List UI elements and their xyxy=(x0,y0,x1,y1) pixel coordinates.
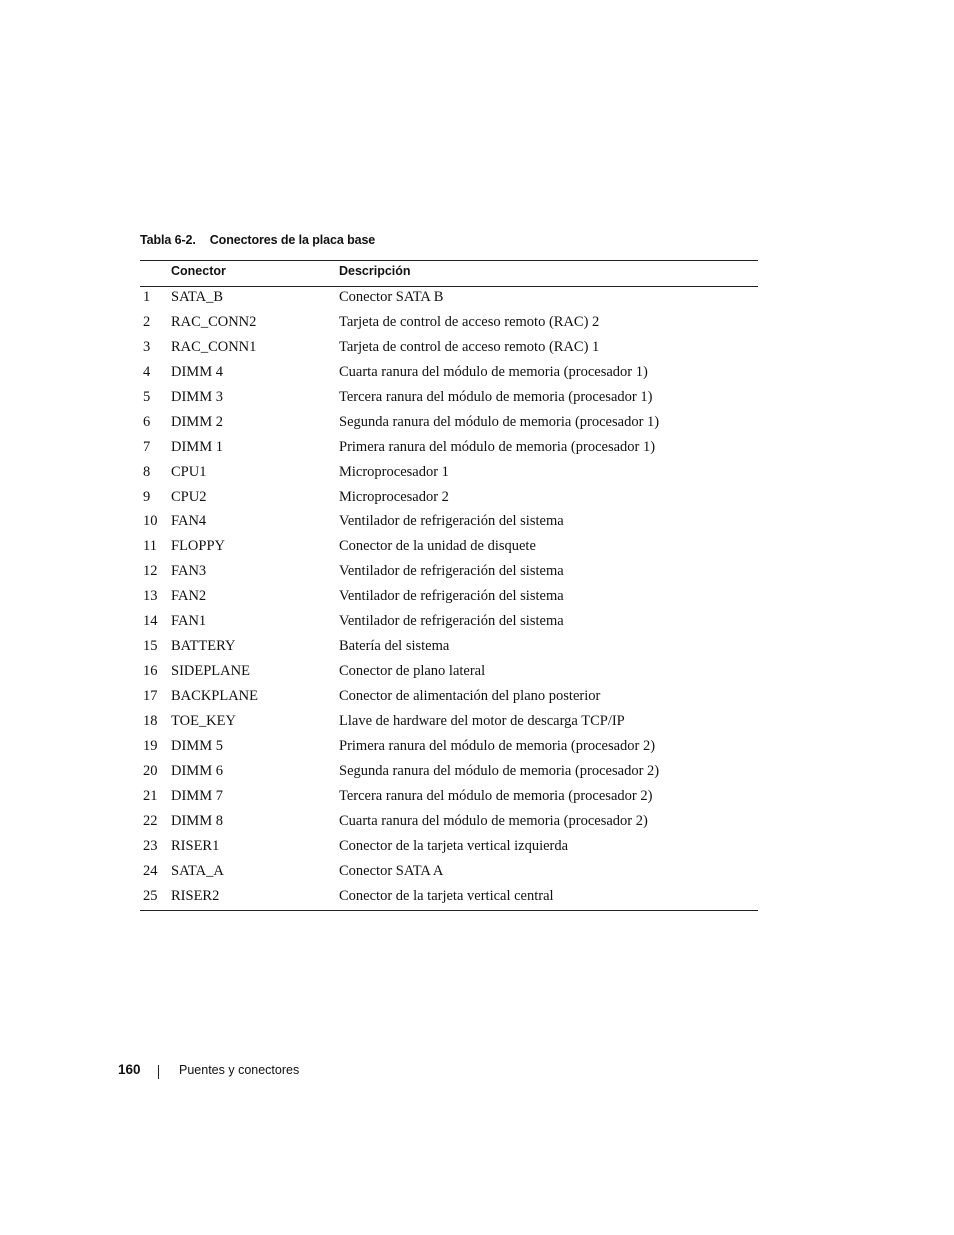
row-description: Segunda ranura del módulo de memoria (procesador 2) xyxy=(339,762,660,779)
row-connector: DIMM 6 xyxy=(171,762,223,779)
table-row xyxy=(140,362,758,387)
table-row xyxy=(140,861,758,886)
row-number: 13 xyxy=(143,588,158,605)
table-row xyxy=(140,462,758,487)
row-number: 25 xyxy=(143,887,158,904)
connectors-table xyxy=(140,260,758,911)
row-description: Tarjeta de control de acceso remoto (RAC) 2 xyxy=(339,313,600,330)
row-number: 2 xyxy=(143,313,151,330)
row-connector: SIDEPLANE xyxy=(171,663,250,680)
table-caption-title: Conectores de la placa base xyxy=(209,233,376,247)
row-connector: RISER1 xyxy=(171,837,220,854)
row-description: Conector de la unidad de disquete xyxy=(339,538,536,555)
row-number: 19 xyxy=(143,737,158,754)
table-row xyxy=(140,711,758,736)
table-row xyxy=(140,536,758,561)
row-connector: FAN3 xyxy=(171,563,207,580)
row-connector: FAN2 xyxy=(171,588,207,605)
row-number: 3 xyxy=(143,338,151,355)
row-description: Conector SATA A xyxy=(339,862,444,879)
row-number: 24 xyxy=(143,862,158,879)
row-description: Cuarta ranura del módulo de memoria (procesador 1) xyxy=(339,363,648,380)
row-number: 12 xyxy=(143,563,158,580)
row-number: 22 xyxy=(143,812,158,829)
row-connector: SATA_B xyxy=(171,289,224,305)
row-number: 8 xyxy=(143,463,151,480)
row-description: Cuarta ranura del módulo de memoria (procesador 2) xyxy=(339,812,648,829)
row-connector: TOE_KEY xyxy=(171,712,236,729)
row-number: 1 xyxy=(143,289,151,305)
table-row xyxy=(140,761,758,786)
row-connector: DIMM 3 xyxy=(171,388,223,405)
row-description: Primera ranura del módulo de memoria (procesador 2) xyxy=(339,737,656,754)
row-connector: FLOPPY xyxy=(171,538,225,555)
row-number: 15 xyxy=(143,638,158,655)
row-number: 9 xyxy=(143,488,151,505)
row-description: Conector de la tarjeta vertical central xyxy=(339,887,554,904)
row-number: 6 xyxy=(143,413,151,430)
row-number: 20 xyxy=(143,762,158,779)
row-connector: SATA_A xyxy=(171,862,224,879)
table-row xyxy=(140,337,758,362)
table-row xyxy=(140,412,758,437)
row-description: Tercera ranura del módulo de memoria (procesador 1) xyxy=(339,388,653,405)
row-connector: RISER2 xyxy=(171,887,220,904)
row-connector: CPU2 xyxy=(171,488,207,505)
row-description: Conector de alimentación del plano posterior xyxy=(339,688,601,704)
row-connector: DIMM 7 xyxy=(171,787,223,804)
table-row xyxy=(140,661,758,686)
row-description: Microprocesador 1 xyxy=(339,463,449,480)
row-connector: DIMM 4 xyxy=(171,363,223,380)
row-description: Microprocesador 2 xyxy=(339,488,449,505)
table-row xyxy=(140,836,758,861)
row-connector: BATTERY xyxy=(171,638,236,655)
table-row xyxy=(140,786,758,811)
row-description: Batería del sistema xyxy=(339,638,450,655)
row-description: Ventilador de refrigeración del sistema xyxy=(339,613,564,630)
row-number: 14 xyxy=(143,613,158,630)
footer-separator xyxy=(158,1065,159,1079)
table-row xyxy=(140,636,758,661)
row-number: 5 xyxy=(143,388,151,405)
table-row xyxy=(140,811,758,836)
row-number: 16 xyxy=(143,663,158,680)
row-description: Tercera ranura del módulo de memoria (procesador 2) xyxy=(339,787,653,804)
table-row xyxy=(140,287,758,312)
row-number: 21 xyxy=(143,787,158,804)
table-body xyxy=(140,287,758,910)
header-description: Descripción xyxy=(339,264,411,278)
row-connector: DIMM 8 xyxy=(171,812,223,829)
row-connector: DIMM 1 xyxy=(171,438,223,455)
row-number: 10 xyxy=(143,513,158,530)
table-header xyxy=(140,261,758,287)
row-connector: DIMM 2 xyxy=(171,413,223,430)
page-number: 160 xyxy=(118,1062,141,1077)
row-connector: FAN4 xyxy=(171,513,207,530)
row-description: Ventilador de refrigeración del sistema xyxy=(339,513,564,530)
row-number: 11 xyxy=(143,538,157,555)
row-number: 23 xyxy=(143,837,158,854)
table-row xyxy=(140,437,758,462)
row-connector: BACKPLANE xyxy=(171,688,259,704)
section-title: Puentes y conectores xyxy=(179,1063,300,1077)
table-row xyxy=(140,736,758,761)
table-row xyxy=(140,686,758,711)
row-description: Conector de plano lateral xyxy=(339,663,486,680)
table-row xyxy=(140,561,758,586)
table-caption xyxy=(140,233,375,247)
table-row xyxy=(140,387,758,412)
row-description: Primera ranura del módulo de memoria (procesador 1) xyxy=(339,438,656,455)
row-description: Ventilador de refrigeración del sistema xyxy=(339,588,564,605)
page-footer xyxy=(118,1062,300,1077)
row-connector: FAN1 xyxy=(171,613,207,630)
row-connector: RAC_CONN1 xyxy=(171,338,257,355)
row-number: 17 xyxy=(143,688,158,704)
row-description: Llave de hardware del motor de descarga TCP/IP xyxy=(339,712,625,729)
row-number: 4 xyxy=(143,363,151,380)
row-description: Conector de la tarjeta vertical izquierda xyxy=(339,837,569,854)
row-connector: DIMM 5 xyxy=(171,737,223,754)
table-caption-label: Tabla 6-2. xyxy=(140,233,196,247)
row-connector: CPU1 xyxy=(171,463,207,480)
row-description: Segunda ranura del módulo de memoria (procesador 1) xyxy=(339,413,660,430)
row-connector: RAC_CONN2 xyxy=(171,313,257,330)
table-row xyxy=(140,487,758,512)
table-row xyxy=(140,511,758,536)
row-number: 18 xyxy=(143,712,158,729)
table-row xyxy=(140,312,758,337)
row-description: Conector SATA B xyxy=(339,289,444,305)
table-row xyxy=(140,586,758,611)
row-number: 7 xyxy=(143,438,151,455)
table-row xyxy=(140,886,758,911)
header-connector: Conector xyxy=(171,264,226,278)
row-description: Tarjeta de control de acceso remoto (RAC) 1 xyxy=(339,338,600,355)
row-description: Ventilador de refrigeración del sistema xyxy=(339,563,564,580)
table-row xyxy=(140,611,758,636)
